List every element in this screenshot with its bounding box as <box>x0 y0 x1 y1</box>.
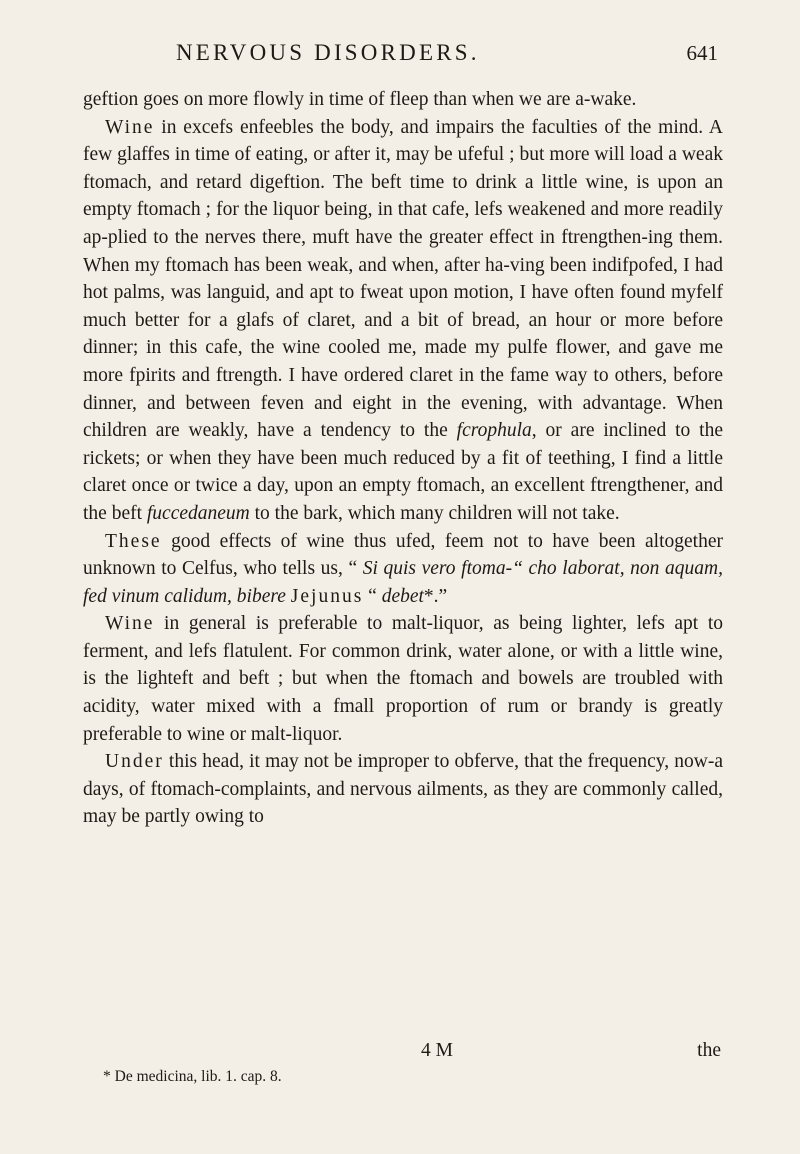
body-text <box>83 86 723 831</box>
small-caps-text: Under <box>105 751 164 773</box>
text-run: this head, it may not be improper to obferve, that the frequency, now-a days, of ftomach-complaints, and nervous ailments, as they are commonly called, may be partly owing to <box>83 751 723 828</box>
italic-text: debet <box>381 585 424 607</box>
paragraph <box>83 86 723 114</box>
text-run: geftion goes on more flowly in time of fleep than when we are a-wake. <box>83 89 637 110</box>
text-run: *.” <box>423 585 448 607</box>
text-run: , or are inclined to the rickets; or when they have been much reduced by a fit of teething, I find a little claret once or twice a day, upon an empty ftomach, an excellent ftrengthener, and the beft <box>83 420 723 524</box>
small-caps-text: Jejunus <box>290 585 364 607</box>
running-head: NERVOUS DISORDERS. <box>176 40 480 65</box>
catch-line <box>83 1040 723 1068</box>
paragraph <box>83 114 723 528</box>
text-run: good effects of wine thus ufed, feem not to have been altogether unknown to Celfus, who tells us, “ <box>83 530 723 580</box>
text-run: “ <box>363 585 382 607</box>
page-header <box>176 40 718 66</box>
paragraph <box>83 748 723 831</box>
catchword: the <box>697 1040 721 1061</box>
small-caps-text: Wine <box>105 116 155 138</box>
text-run: in excefs enfeebles the body, and impairs the faculties of the mind. A few glaffes in time of eating, or after it, may be ufeful ; but more will load a weak ftomach, and retard digeftion. The beft time to drink a little wine, is upon an empty ftomach ; for the liquor being, in that cafe, lefs weakened and more readily ap-plied to the nerves there, muft have the greater effect in ftrengthen-ing them. When my ftomach has been weak, and when, after ha-ving been indifpofed, I had hot palms, was languid, and apt to fweat upon motion, I have often found myfelf much better for a glafs of claret, and a bit of bread, an hour or more before dinner; in this cafe, the wine cooled me, made my pulfe flower, and gave me more fpirits and ftrength. I have ordered claret in the fame way to others, before dinner, and between feven and eight in the evening, with advantage. When children are weakly, have a tendency to the <box>83 116 723 442</box>
paragraph <box>83 610 723 748</box>
text-run: in general is preferable to malt-liquor, as being lighter, lefs apt to ferment, and lefs flatulent. For common drink, water alone, or with a little wine, is the lighteft and beft ; but when the ftomach and bowels are troubled with acidity, water mixed with a fmall proportion of rum or brandy is greatly preferable to wine or malt-liquor. <box>83 613 723 745</box>
footnote: * De medicina, lib. 1. cap. 8. <box>103 1068 282 1085</box>
italic-text: fcrophula <box>456 420 532 442</box>
small-caps-text: These <box>105 530 162 552</box>
italic-text: fuccedaneum <box>146 502 250 524</box>
page-number: 641 <box>686 41 718 65</box>
signature-mark: 4 M <box>421 1040 453 1061</box>
text-run: to the bark, which many children will not take. <box>249 502 620 524</box>
paragraph <box>83 528 723 611</box>
italic-text: Si quis vero ftoma-“ cho laborat, non aquam, fed vinum calidum, bibere <box>83 558 723 607</box>
small-caps-text: Wine <box>105 613 155 635</box>
